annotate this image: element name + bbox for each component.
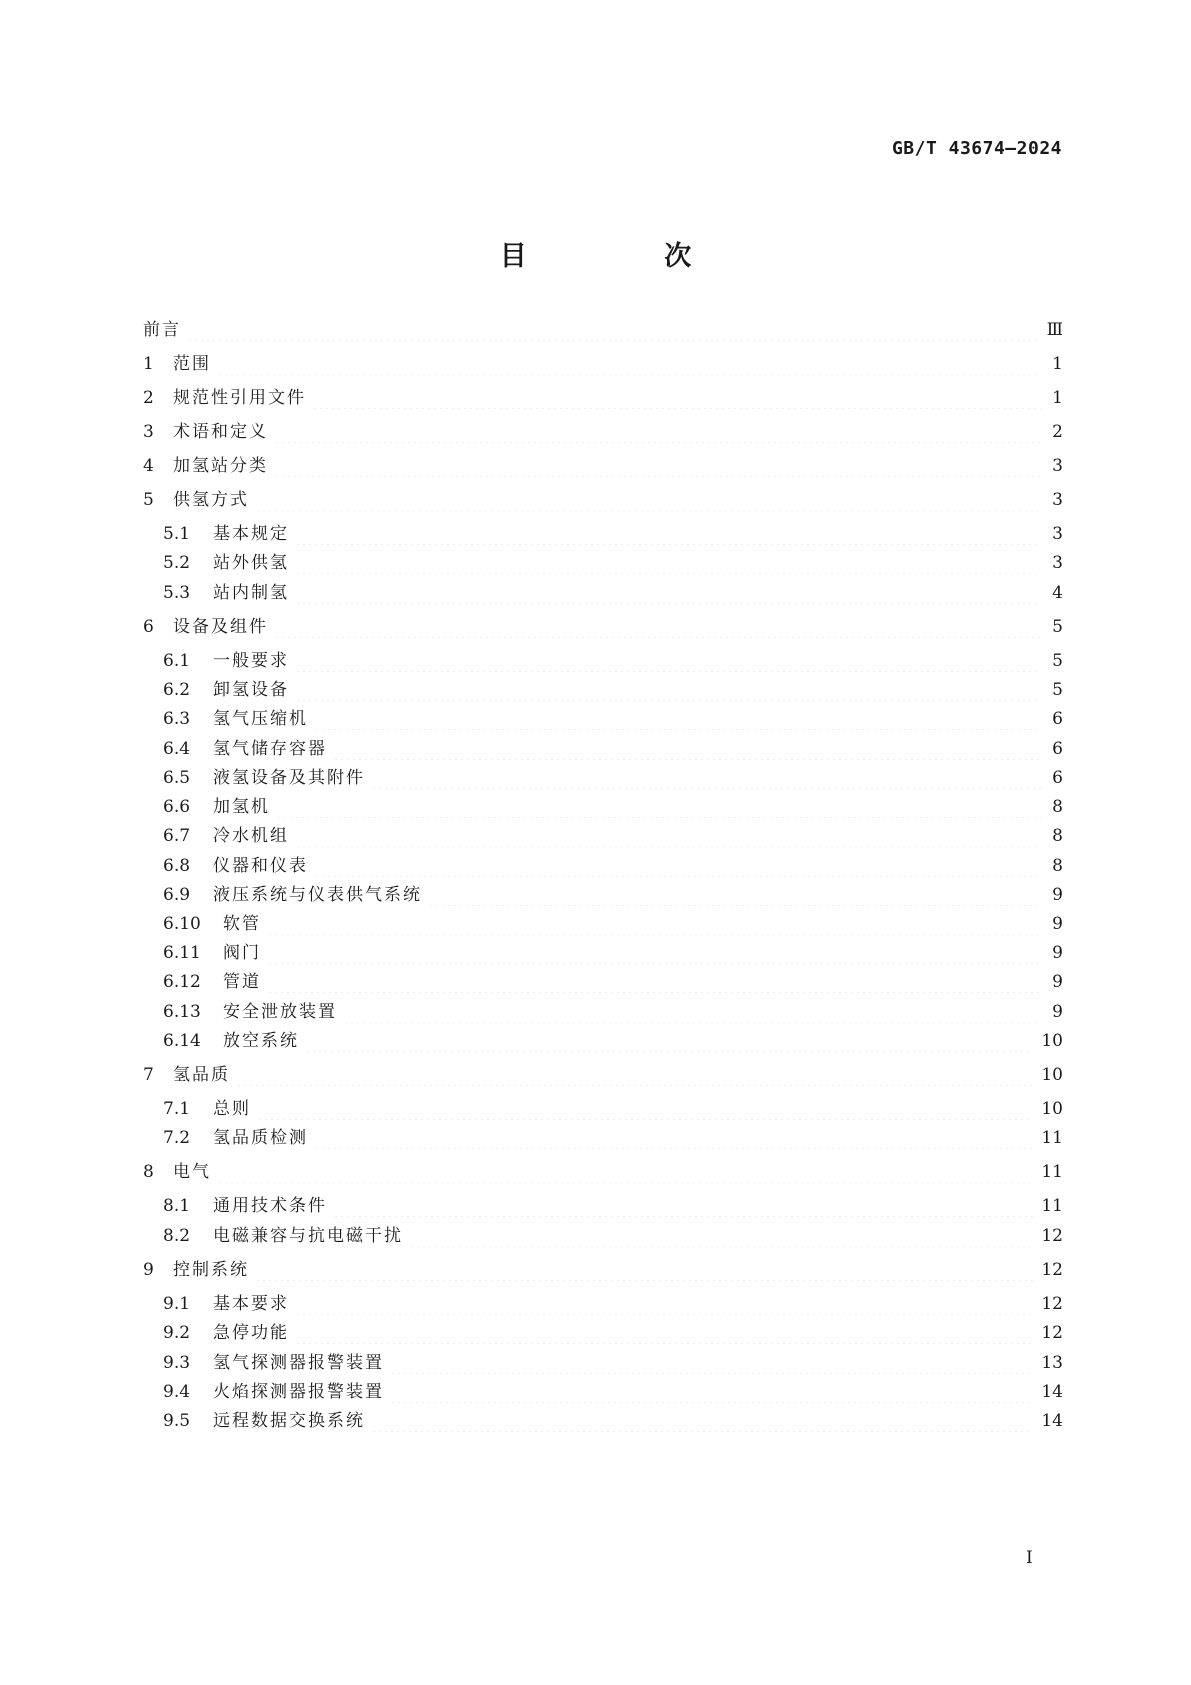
toc-entry-title: 控制系统 (173, 1260, 249, 1280)
toc-entry[interactable] (143, 616, 1063, 638)
toc-entry-title: 一般要求 (213, 651, 289, 671)
toc-entry-title: 氢气探测器报警装置 (213, 1353, 384, 1373)
toc-entry-page: 1 (1052, 388, 1063, 408)
toc-entry[interactable] (143, 421, 1063, 443)
toc-entry[interactable] (143, 1322, 1063, 1344)
dot-leader (255, 489, 1041, 511)
toc-entry-number: 6.2 (163, 680, 191, 700)
toc-entry[interactable] (143, 1259, 1063, 1281)
toc-entry-number: 6.12 (163, 972, 201, 992)
toc-entry[interactable] (143, 942, 1063, 964)
toc-entry-title: 电气 (173, 1162, 211, 1182)
dot-leader (371, 1410, 1033, 1432)
dot-leader (312, 387, 1041, 409)
toc-entry[interactable] (143, 1381, 1063, 1403)
dot-leader (276, 796, 1041, 818)
toc-entry[interactable] (143, 1030, 1063, 1052)
toc-entry[interactable] (143, 708, 1063, 730)
dot-leader (267, 942, 1041, 964)
dot-leader (295, 582, 1041, 604)
toc-entry[interactable] (143, 1161, 1063, 1183)
dot-leader (371, 767, 1041, 789)
toc-entry-page: 1 (1052, 354, 1063, 374)
toc-entry-title: 软管 (223, 914, 261, 934)
dot-leader (343, 1001, 1041, 1023)
toc-entry-number: 6.11 (163, 943, 201, 963)
toc-entry-number: 5.3 (163, 583, 191, 603)
toc-entry-number: 6.14 (163, 1031, 201, 1051)
toc-entry-title: 氢气压缩机 (213, 709, 308, 729)
toc-entry-number: 6 (143, 617, 154, 637)
dot-leader (255, 1259, 1033, 1281)
toc-entry-number: 1 (143, 354, 154, 374)
toc-entry[interactable] (143, 971, 1063, 993)
dot-leader (295, 650, 1041, 672)
toc-entry-page: 3 (1052, 456, 1063, 476)
dot-leader (217, 1161, 1033, 1183)
toc-entry-title: 安全泄放装置 (223, 1002, 337, 1022)
toc-entry-title: 放空系统 (223, 1031, 299, 1051)
toc-entry[interactable] (143, 353, 1063, 375)
dot-leader (428, 884, 1041, 906)
toc-entry-number: 6.9 (163, 885, 191, 905)
toc-entry-page: 12 (1041, 1226, 1063, 1246)
dot-leader (295, 552, 1041, 574)
toc-entry[interactable] (143, 582, 1063, 604)
dot-leader (295, 1293, 1033, 1315)
dot-leader (314, 1127, 1033, 1149)
toc-entry-title: 加氢站分类 (173, 456, 268, 476)
dot-leader (333, 1195, 1033, 1217)
toc-entry[interactable] (143, 1098, 1063, 1120)
toc-entry[interactable] (143, 679, 1063, 701)
toc-entry[interactable] (143, 1127, 1063, 1149)
toc-entry-page: 3 (1052, 524, 1063, 544)
toc-entry-title: 氢气储存容器 (213, 739, 327, 759)
toc-entry-title: 设备及组件 (173, 617, 268, 637)
standard-code: GB/T 43674—2024 (891, 138, 1062, 159)
toc-entry-number: 6.13 (163, 1002, 201, 1022)
toc-entry[interactable] (143, 767, 1063, 789)
toc-entry-page: 3 (1052, 553, 1063, 573)
toc-entry-title: 管道 (223, 972, 261, 992)
toc-entry-page: 14 (1041, 1382, 1063, 1402)
toc-entry-page: 11 (1041, 1196, 1063, 1216)
toc-entry[interactable] (143, 825, 1063, 847)
toc-entry-page: 10 (1041, 1099, 1063, 1119)
toc-entry[interactable] (143, 913, 1063, 935)
toc-entry-number: 9.1 (163, 1294, 191, 1314)
toc-entry-title: 术语和定义 (173, 422, 268, 442)
dot-leader (390, 1352, 1033, 1374)
dot-leader (295, 679, 1041, 701)
toc-entry-page: 9 (1052, 885, 1063, 905)
toc-entry-number: 8.2 (163, 1226, 191, 1246)
toc-entry-number: 6.7 (163, 826, 191, 846)
toc-entry-number: 8.1 (163, 1196, 191, 1216)
dot-leader (333, 738, 1041, 760)
toc-entry-page: 6 (1052, 739, 1063, 759)
toc-entry-title: 规范性引用文件 (173, 388, 306, 408)
toc-entry-page: 5 (1052, 651, 1063, 671)
toc-entry[interactable] (143, 455, 1063, 477)
dot-leader (274, 421, 1041, 443)
toc-entry-page: 9 (1052, 914, 1063, 934)
toc-entry-number: 9 (143, 1260, 154, 1280)
toc-entry-number: 6.8 (163, 856, 191, 876)
toc-entry-page: 2 (1052, 422, 1063, 442)
toc-entry-page: Ⅲ (1046, 320, 1063, 340)
toc-entry-number: 6.3 (163, 709, 191, 729)
dot-leader (295, 523, 1041, 545)
toc-entry-page: 14 (1041, 1411, 1063, 1431)
toc-entry-title: 基本要求 (213, 1294, 289, 1314)
dot-leader (314, 855, 1041, 877)
toc-entry-title: 通用技术条件 (213, 1196, 327, 1216)
toc-entry-page: 12 (1041, 1294, 1063, 1314)
toc-entry-title: 液压系统与仪表供气系统 (213, 885, 422, 905)
dot-leader (274, 455, 1041, 477)
toc-entry[interactable] (143, 796, 1063, 818)
toc-entry-number: 6.10 (163, 914, 201, 934)
toc-entry-title: 仪器和仪表 (213, 856, 308, 876)
toc-entry-title: 加氢机 (213, 797, 270, 817)
dot-leader (305, 1030, 1033, 1052)
toc-entry-number: 6.6 (163, 797, 191, 817)
toc-entry-page: 11 (1041, 1162, 1063, 1182)
toc-entry[interactable] (143, 1001, 1063, 1023)
toc-entry[interactable] (143, 650, 1063, 672)
toc-entry-page: 12 (1041, 1323, 1063, 1343)
dot-leader (187, 319, 1039, 341)
toc-entry[interactable] (143, 1225, 1063, 1247)
dot-leader (295, 825, 1041, 847)
dot-leader (295, 1322, 1033, 1344)
toc-entry-number: 7 (143, 1065, 154, 1085)
toc-entry-number: 9.2 (163, 1323, 191, 1343)
toc-entry-page: 6 (1052, 709, 1063, 729)
dot-leader (314, 708, 1041, 730)
toc-entry-page: 4 (1052, 583, 1063, 603)
toc-entry-title: 卸氢设备 (213, 680, 289, 700)
toc-entry[interactable] (143, 855, 1063, 877)
toc-entry-title: 远程数据交换系统 (213, 1411, 365, 1431)
toc-entry[interactable] (143, 1410, 1063, 1432)
page-title: 目 次 (499, 241, 756, 272)
toc-entry-title: 电磁兼容与抗电磁干扰 (213, 1226, 403, 1246)
toc-entry-title: 火焰探测器报警装置 (213, 1382, 384, 1402)
toc-entry[interactable] (143, 884, 1063, 906)
toc-entry[interactable] (143, 1195, 1063, 1217)
toc-entry-title: 急停功能 (213, 1323, 289, 1343)
toc-entry-number: 9.5 (163, 1411, 191, 1431)
toc-entry[interactable] (143, 319, 1063, 341)
toc-entry-number: 7.1 (163, 1099, 191, 1119)
dot-leader (390, 1381, 1033, 1403)
toc-entry-number: 9.4 (163, 1382, 191, 1402)
toc-entry-page: 9 (1052, 943, 1063, 963)
toc-entry-page: 13 (1041, 1353, 1063, 1373)
toc-entry-number: 5.1 (163, 524, 191, 544)
toc-entry-number: 6.1 (163, 651, 191, 671)
toc-entry-page: 6 (1052, 768, 1063, 788)
toc-entry[interactable] (143, 387, 1063, 409)
toc-entry-number: 7.2 (163, 1128, 191, 1148)
toc-entry-page: 8 (1052, 797, 1063, 817)
toc-entry-number: 2 (143, 388, 154, 408)
toc-entry[interactable] (143, 1293, 1063, 1315)
toc-entry-number: 3 (143, 422, 154, 442)
toc-entry-page: 11 (1041, 1128, 1063, 1148)
dot-leader (257, 1098, 1033, 1120)
toc-entry[interactable] (143, 523, 1063, 545)
toc-entry-title: 阀门 (223, 943, 261, 963)
toc-entry[interactable] (143, 489, 1063, 511)
toc-entry-number: 9.3 (163, 1353, 191, 1373)
toc-entry-title: 站内制氢 (213, 583, 289, 603)
dot-leader (267, 913, 1041, 935)
toc-entry-page: 3 (1052, 490, 1063, 510)
toc-entry[interactable] (143, 1352, 1063, 1374)
toc-entry-page: 8 (1052, 826, 1063, 846)
page-number: I (1026, 1548, 1033, 1568)
dot-leader (409, 1225, 1033, 1247)
dot-leader (217, 353, 1041, 375)
toc-entry-number: 8 (143, 1162, 154, 1182)
dot-leader (274, 616, 1041, 638)
toc-entry-page: 12 (1041, 1260, 1063, 1280)
toc-entry[interactable] (143, 1064, 1063, 1086)
toc-entry-page: 8 (1052, 856, 1063, 876)
toc-entry-title: 冷水机组 (213, 826, 289, 846)
toc-entry-page: 9 (1052, 972, 1063, 992)
toc-entry-number: 6.4 (163, 739, 191, 759)
toc-entry-title: 前言 (143, 320, 181, 340)
toc-entry-page: 5 (1052, 617, 1063, 637)
toc-entry-title: 基本规定 (213, 524, 289, 544)
dot-leader (236, 1064, 1033, 1086)
toc-entry[interactable] (143, 552, 1063, 574)
dot-leader (267, 971, 1041, 993)
toc-entry-page: 5 (1052, 680, 1063, 700)
toc-entry-number: 4 (143, 456, 154, 476)
toc-entry[interactable] (143, 738, 1063, 760)
toc-entry-number: 5.2 (163, 553, 191, 573)
toc-entry-title: 站外供氢 (213, 553, 289, 573)
toc-entry-page: 10 (1041, 1065, 1063, 1085)
toc-entry-title: 供氢方式 (173, 490, 249, 510)
toc-entry-page: 10 (1041, 1031, 1063, 1051)
toc-entry-number: 5 (143, 490, 154, 510)
toc-entry-title: 氢品质检测 (213, 1128, 308, 1148)
toc-entry-page: 9 (1052, 1002, 1063, 1022)
toc-entry-number: 6.5 (163, 768, 191, 788)
toc-entry-title: 总则 (213, 1099, 251, 1119)
toc-entry-title: 氢品质 (173, 1065, 230, 1085)
toc-entry-title: 范围 (173, 354, 211, 374)
toc-entry-title: 液氢设备及其附件 (213, 768, 365, 788)
